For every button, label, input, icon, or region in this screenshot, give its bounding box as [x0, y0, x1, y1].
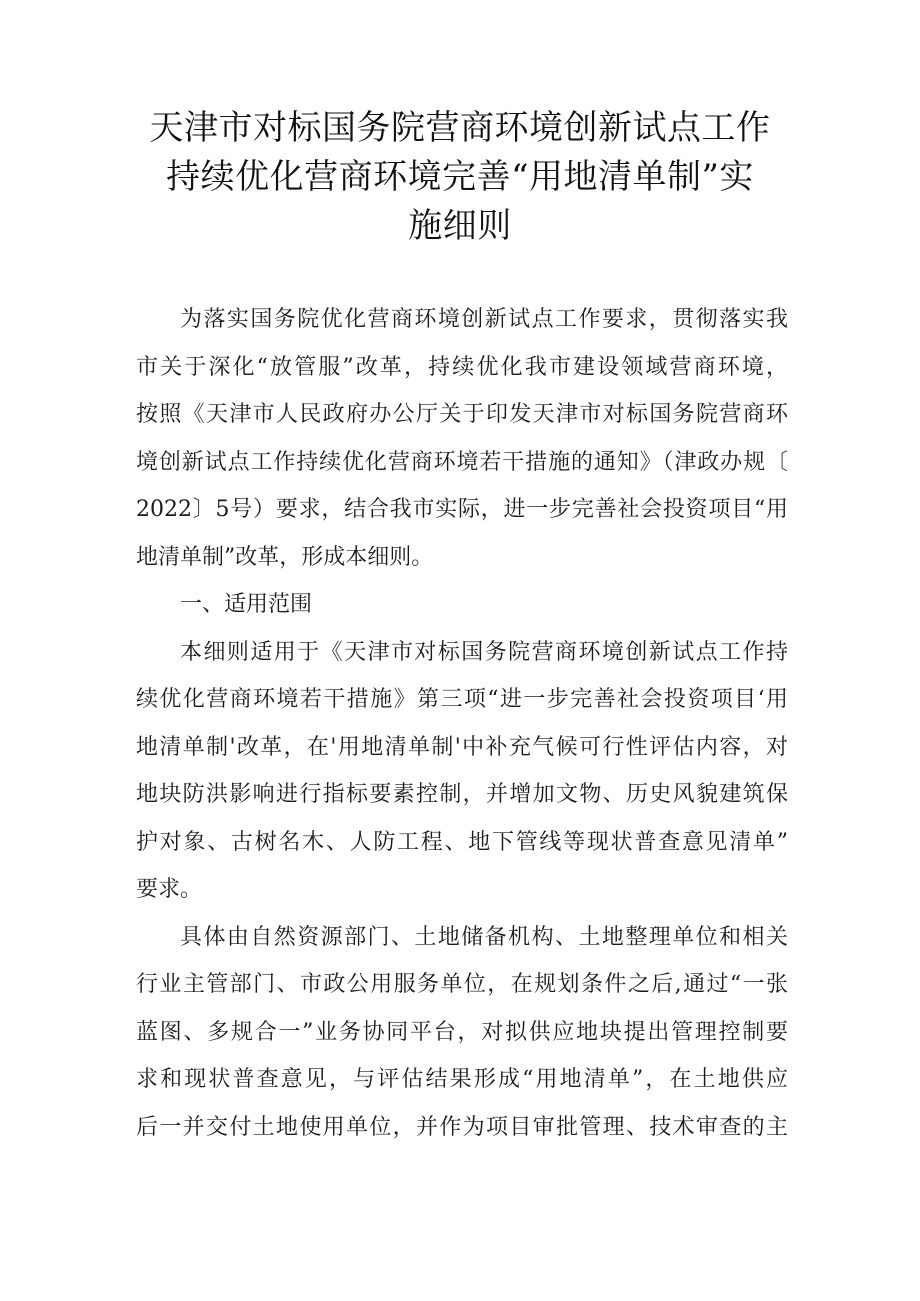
title-line-1: 天津市对标国务院营商环境创新试点工作	[149, 108, 771, 148]
paragraph-line: 境创新试点工作持续优化营商环境若干措施的通知》（津政办规〔	[136, 449, 788, 475]
paragraph-line: 按照《天津市人民政府办公厅关于印发天津市对标国务院营商环	[136, 402, 788, 427]
title-line-2: 持续优化营商环境完善“用地清单制”实	[166, 157, 754, 197]
paragraph-line: 要求。	[136, 877, 203, 902]
paragraph-line: 具体由自然资源部门、土地储备机构、土地整理单位和相关	[180, 924, 788, 950]
paragraph-line: 后一并交付土地使用单位，并作为项目审批管理、技术审查的主	[136, 1114, 788, 1140]
paragraph-line: 地块防洪影响进行指标要素控制，并增加文物、历史风貌建筑保	[136, 782, 788, 807]
paragraph-line: 续优化营商环境若干措施》第三项“进一步完善社会投资项目‘用	[136, 687, 788, 712]
paragraph-line: 地清单制'改革，在'用地清单制'中补充气候可行性评估内容，对	[136, 734, 788, 760]
paragraph-responsibility	[136, 914, 788, 1152]
paragraph-line: 蓝图、多规合一”业务协同平台，对拟供应地块提出管理控制要	[136, 1019, 788, 1045]
section-heading-scope	[136, 581, 788, 629]
paragraph-line: 本细则适用于《天津市对标国务院营商环境创新试点工作持	[180, 639, 788, 665]
paragraph-intro	[136, 296, 788, 581]
paragraph-line: 护对象、古树名木、人防工程、地下管线等现状普查意见清单”	[136, 829, 788, 855]
paragraph-line: 为落实国务院优化营商环境创新试点工作要求，贯彻落实我	[180, 307, 788, 332]
paragraph-line: 地清单制”改革，形成本细则。	[136, 544, 434, 570]
paragraph-line: 求和现状普查意见，与评估结果形成“用地清单”，在土地供应	[136, 1067, 788, 1092]
paragraph-line: 市关于深化“放管服”改革，持续优化我市建设领域营商环境，	[136, 354, 788, 380]
paragraph-line: 2022〕5号）要求，结合我市实际，进一步完善社会投资项目“用	[136, 497, 788, 522]
document-title	[120, 104, 800, 251]
paragraph-line: 行业主管部门、市政公用服务单位，在规划条件之后,通过“一张	[136, 972, 788, 997]
paragraph-scope	[136, 629, 788, 914]
title-line-3: 施细则	[408, 206, 512, 246]
document-body	[136, 296, 788, 1151]
section-heading: 一、适用范围	[180, 592, 313, 617]
